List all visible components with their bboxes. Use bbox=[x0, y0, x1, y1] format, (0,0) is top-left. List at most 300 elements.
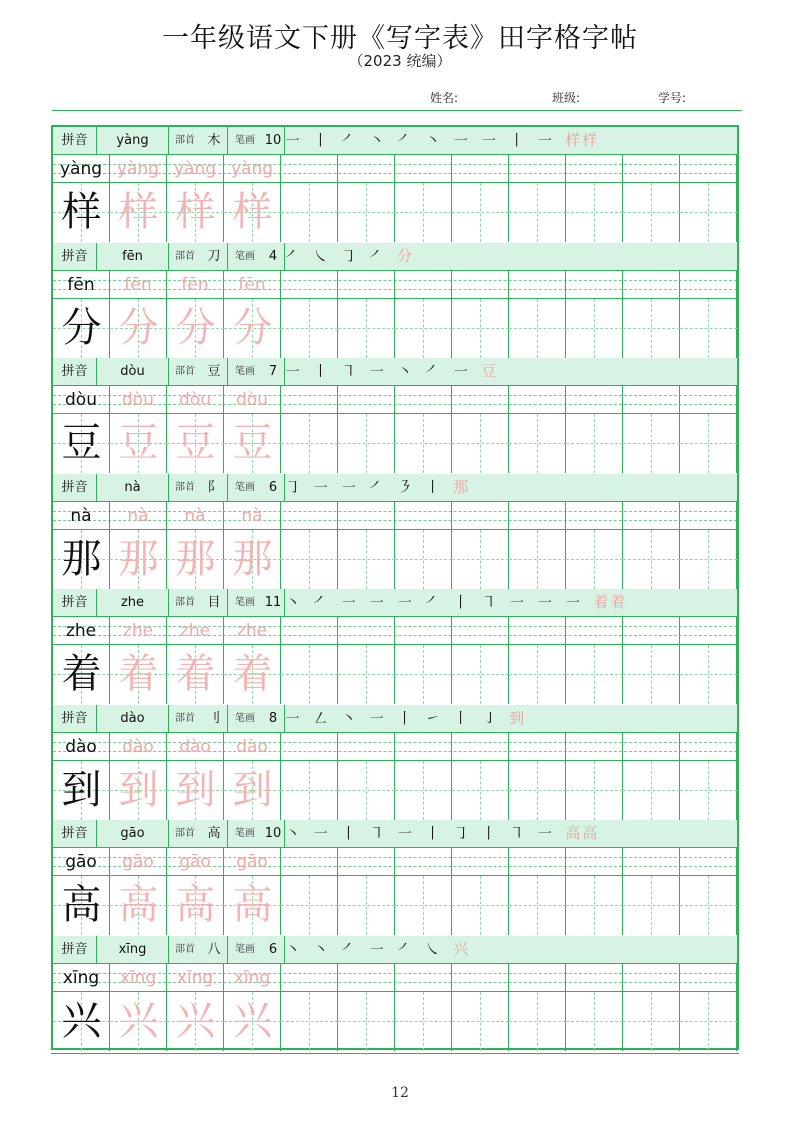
pinyin-practice-cell bbox=[395, 271, 452, 299]
pinyin-practice-cell: fēn bbox=[110, 271, 167, 299]
stroke-tail: 到 bbox=[509, 708, 527, 727]
pinyin-label: 拼音 bbox=[53, 936, 97, 963]
pinyin-practice-cell bbox=[680, 617, 737, 645]
radical-label: 部首 bbox=[175, 712, 195, 724]
model-character: 兴 bbox=[61, 997, 102, 1044]
pinyin-practice-cell bbox=[281, 964, 338, 992]
cell-horizontal-guide bbox=[395, 905, 452, 906]
stroke-count: 10 bbox=[262, 820, 285, 847]
cell-horizontal-guide bbox=[566, 1021, 623, 1022]
cell-horizontal-guide bbox=[566, 790, 623, 791]
trace-character: 兴 bbox=[175, 997, 216, 1044]
pinyin-practice-cell bbox=[509, 386, 566, 414]
pinyin-value: zhe bbox=[97, 589, 169, 616]
pinyin-cell: yàng bbox=[53, 155, 110, 183]
stroke-tail: 样样 bbox=[565, 131, 600, 149]
stroke-tail: 那 bbox=[453, 477, 471, 496]
cell-horizontal-guide bbox=[566, 212, 623, 213]
practice-cell bbox=[566, 645, 623, 704]
practice-cell bbox=[680, 992, 737, 1051]
practice-cell bbox=[395, 530, 452, 589]
cell-horizontal-guide bbox=[338, 443, 395, 444]
stroke-count: 8 bbox=[262, 705, 285, 732]
trace-character: 兴 bbox=[232, 997, 273, 1044]
pinyin-value: nà bbox=[97, 474, 169, 501]
practice-cell bbox=[281, 299, 338, 358]
pinyin-practice-cell bbox=[452, 502, 509, 530]
practice-cell bbox=[623, 414, 680, 473]
practice-cell bbox=[338, 414, 395, 473]
character-block bbox=[53, 705, 737, 821]
pinyin-practice-cell bbox=[566, 964, 623, 992]
stroke-sequence: ㇐ ㇜ ㇔ ㇐ 丨 ㇀ ㇑ ㇚ bbox=[285, 708, 499, 727]
practice-cell bbox=[224, 876, 281, 935]
trace-character: 分 bbox=[118, 304, 159, 351]
practice-cell bbox=[224, 530, 281, 589]
character-row bbox=[53, 992, 737, 1052]
strokes-label: 笔画 bbox=[235, 135, 255, 146]
model-character-cell bbox=[53, 876, 110, 935]
stroke-sequence: ㇔ ㇐ 丨 ㇕ ㇐ 丨 ㇆ 丨 ㇕ ㇐ bbox=[285, 824, 555, 842]
pinyin-cell: gāo bbox=[53, 848, 110, 876]
pinyin-practice-cell bbox=[680, 386, 737, 414]
practice-cell bbox=[167, 530, 224, 589]
stroke-sequence: ㇔ ㇔ ㇒ ㇐ ㇒ ㇏ bbox=[285, 939, 443, 958]
pinyin-practice-cell bbox=[680, 271, 737, 299]
stroke-order bbox=[285, 589, 627, 616]
strokes-label: 笔画 bbox=[235, 481, 255, 493]
pinyin-practice-cell bbox=[395, 155, 452, 183]
trace-character: 分 bbox=[232, 304, 273, 351]
pinyin-practice-cell bbox=[452, 271, 509, 299]
cell-horizontal-guide bbox=[338, 1021, 395, 1022]
character-block bbox=[53, 243, 737, 359]
cell-horizontal-guide bbox=[623, 328, 680, 329]
cell-horizontal-guide bbox=[680, 1021, 737, 1022]
pinyin-practice-cell: nà bbox=[224, 502, 281, 530]
page-number: 12 bbox=[391, 1085, 409, 1101]
pinyin-practice-cell bbox=[623, 386, 680, 414]
trace-character: 样 bbox=[175, 189, 216, 235]
pinyin-practice-cell: yàng bbox=[167, 155, 224, 183]
cell-horizontal-guide bbox=[281, 905, 338, 906]
model-character: 豆 bbox=[61, 420, 102, 466]
trace-character: 那 bbox=[118, 535, 159, 582]
cell-horizontal-guide bbox=[623, 443, 680, 444]
pinyin-practice-cell bbox=[452, 733, 509, 761]
pinyin-practice-cell bbox=[566, 733, 623, 761]
cell-horizontal-guide bbox=[395, 212, 452, 213]
practice-cell bbox=[680, 414, 737, 473]
cell-horizontal-guide bbox=[566, 674, 623, 675]
practice-cell bbox=[680, 299, 737, 358]
practice-cell bbox=[281, 876, 338, 935]
practice-cell bbox=[110, 761, 167, 820]
practice-cell bbox=[623, 183, 680, 242]
trace-character: 豆 bbox=[175, 420, 216, 466]
pinyin-label: 拼音 bbox=[53, 474, 97, 501]
pinyin-practice-cell: fēn bbox=[167, 271, 224, 299]
trace-character: 着 bbox=[118, 651, 159, 697]
character-header bbox=[53, 589, 737, 617]
pinyin-practice-cell: zhe bbox=[110, 617, 167, 645]
practice-cell bbox=[224, 645, 281, 704]
trace-character: 那 bbox=[175, 535, 216, 582]
pinyin-row bbox=[53, 848, 737, 876]
model-character: 样 bbox=[61, 189, 102, 235]
pinyin-practice-cell bbox=[281, 155, 338, 183]
stroke-sequence: ㇔ ㇒ ㇐ ㇐ ㇐ ㇒ 丨 ㇕ ㇐ ㇐ ㇐ bbox=[285, 593, 583, 611]
radical-value: 高 bbox=[201, 820, 228, 847]
practice-cell bbox=[566, 876, 623, 935]
pinyin-cell: dòu bbox=[53, 386, 110, 414]
pinyin-practice-cell: nà bbox=[110, 502, 167, 530]
pinyin-practice-cell bbox=[395, 617, 452, 645]
cell-horizontal-guide bbox=[338, 559, 395, 560]
pinyin-practice-cell bbox=[452, 964, 509, 992]
pinyin-practice-cell bbox=[281, 848, 338, 876]
cell-horizontal-guide bbox=[281, 674, 338, 675]
pinyin-practice-cell: zhe bbox=[224, 617, 281, 645]
strokes-label: 笔画 bbox=[235, 597, 255, 608]
pinyin-practice-cell bbox=[680, 502, 737, 530]
character-header bbox=[53, 936, 737, 964]
pinyin-practice-cell bbox=[281, 271, 338, 299]
practice-cell bbox=[110, 876, 167, 935]
pinyin-practice-cell bbox=[395, 733, 452, 761]
pinyin-practice-cell: fēn bbox=[224, 271, 281, 299]
practice-cell bbox=[623, 645, 680, 704]
pinyin-practice-cell: dòu bbox=[167, 386, 224, 414]
practice-cell bbox=[566, 992, 623, 1051]
cell-horizontal-guide bbox=[623, 212, 680, 213]
pinyin-practice-cell: dào bbox=[167, 733, 224, 761]
pinyin-cell: xīng bbox=[53, 964, 110, 992]
cell-horizontal-guide bbox=[509, 443, 566, 444]
pinyin-practice-cell bbox=[395, 502, 452, 530]
pinyin-practice-cell bbox=[623, 733, 680, 761]
practice-cell bbox=[509, 299, 566, 358]
practice-cell bbox=[623, 876, 680, 935]
practice-cell bbox=[566, 183, 623, 242]
stroke-order bbox=[285, 705, 526, 732]
practice-cell bbox=[680, 761, 737, 820]
practice-cell bbox=[167, 645, 224, 704]
strokes-label: 笔画 bbox=[235, 943, 255, 955]
radical-label: 部首 bbox=[175, 481, 195, 493]
model-character: 高 bbox=[61, 882, 102, 928]
class-label: 班级: bbox=[552, 91, 581, 105]
practice-cell bbox=[452, 414, 509, 473]
pinyin-value: yàng bbox=[97, 127, 169, 154]
practice-cell bbox=[566, 414, 623, 473]
practice-cell bbox=[338, 876, 395, 935]
radical-value: 豆 bbox=[201, 358, 228, 385]
practice-cell bbox=[509, 876, 566, 935]
cell-horizontal-guide bbox=[395, 674, 452, 675]
cell-horizontal-guide bbox=[509, 1021, 566, 1022]
model-character-cell bbox=[53, 183, 110, 242]
practice-cell bbox=[395, 414, 452, 473]
cell-horizontal-guide bbox=[623, 1021, 680, 1022]
pinyin-row bbox=[53, 502, 737, 530]
pinyin-practice-cell bbox=[281, 386, 338, 414]
pinyin-practice-cell: yàng bbox=[110, 155, 167, 183]
pinyin-practice-cell bbox=[338, 502, 395, 530]
character-block bbox=[53, 474, 737, 590]
cell-horizontal-guide bbox=[452, 328, 509, 329]
practice-cell bbox=[167, 761, 224, 820]
pinyin-practice-cell bbox=[680, 964, 737, 992]
practice-cell bbox=[509, 414, 566, 473]
pinyin-cell: zhe bbox=[53, 617, 110, 645]
radical-value: 木 bbox=[201, 127, 228, 154]
cell-horizontal-guide bbox=[509, 559, 566, 560]
stroke-tail: 兴 bbox=[453, 939, 471, 958]
model-character: 到 bbox=[61, 766, 102, 813]
cell-horizontal-guide bbox=[281, 443, 338, 444]
model-character-cell bbox=[53, 414, 110, 473]
radical-value: 刀 bbox=[201, 243, 228, 270]
practice-cell bbox=[281, 761, 338, 820]
pinyin-practice-cell bbox=[509, 848, 566, 876]
pinyin-label: 拼音 bbox=[53, 358, 97, 385]
stroke-order bbox=[285, 820, 599, 847]
practice-cell bbox=[395, 183, 452, 242]
radical-label: 部首 bbox=[175, 250, 195, 262]
practice-cell bbox=[167, 299, 224, 358]
radical-value: 目 bbox=[201, 589, 228, 616]
practice-cell bbox=[281, 530, 338, 589]
practice-cell bbox=[566, 530, 623, 589]
practice-cell bbox=[452, 761, 509, 820]
info-underline bbox=[52, 110, 742, 111]
character-block bbox=[53, 936, 737, 1052]
pinyin-row bbox=[53, 271, 737, 299]
practice-cell bbox=[224, 761, 281, 820]
practice-cell bbox=[338, 183, 395, 242]
pinyin-row bbox=[53, 155, 737, 183]
pinyin-practice-cell bbox=[623, 271, 680, 299]
practice-cell bbox=[110, 992, 167, 1051]
model-character-cell bbox=[53, 992, 110, 1051]
trace-character: 高 bbox=[118, 882, 159, 928]
character-header bbox=[53, 127, 737, 155]
character-header bbox=[53, 243, 737, 271]
cell-horizontal-guide bbox=[281, 212, 338, 213]
cell-horizontal-guide bbox=[566, 328, 623, 329]
cell-horizontal-guide bbox=[281, 328, 338, 329]
radical-label: 部首 bbox=[175, 135, 195, 146]
cell-horizontal-guide bbox=[338, 790, 395, 791]
cell-horizontal-guide bbox=[452, 674, 509, 675]
cell-horizontal-guide bbox=[395, 328, 452, 329]
practice-cell bbox=[110, 414, 167, 473]
radical-value: 刂 bbox=[201, 705, 228, 732]
practice-cell bbox=[281, 414, 338, 473]
pinyin-practice-cell bbox=[281, 502, 338, 530]
practice-cell bbox=[224, 414, 281, 473]
pinyin-practice-cell bbox=[566, 155, 623, 183]
pinyin-cell: nà bbox=[53, 502, 110, 530]
pinyin-practice-cell bbox=[623, 848, 680, 876]
character-block bbox=[53, 127, 737, 243]
cell-horizontal-guide bbox=[680, 905, 737, 906]
trace-character: 到 bbox=[232, 766, 273, 813]
cell-horizontal-guide bbox=[509, 790, 566, 791]
trace-character: 高 bbox=[232, 882, 273, 928]
stroke-order bbox=[285, 127, 599, 154]
pinyin-row bbox=[53, 964, 737, 992]
model-character: 着 bbox=[61, 651, 102, 697]
stroke-count: 11 bbox=[262, 589, 285, 616]
radical-value: 八 bbox=[201, 936, 228, 963]
practice-cell bbox=[281, 645, 338, 704]
trace-character: 着 bbox=[232, 651, 273, 697]
practice-cell bbox=[680, 876, 737, 935]
pinyin-practice-cell bbox=[452, 848, 509, 876]
practice-cell bbox=[281, 992, 338, 1051]
pinyin-practice-cell bbox=[509, 502, 566, 530]
pinyin-practice-cell bbox=[566, 848, 623, 876]
practice-cell bbox=[110, 299, 167, 358]
pinyin-practice-cell: dòu bbox=[224, 386, 281, 414]
practice-cell bbox=[452, 645, 509, 704]
stroke-order bbox=[285, 474, 470, 501]
radical-label: 部首 bbox=[175, 366, 195, 377]
character-row bbox=[53, 645, 737, 705]
pinyin-practice-cell: xīng bbox=[167, 964, 224, 992]
radical-value: 阝 bbox=[201, 474, 228, 501]
pinyin-cell: fēn bbox=[53, 271, 110, 299]
cell-horizontal-guide bbox=[452, 212, 509, 213]
pinyin-practice-cell bbox=[395, 848, 452, 876]
cell-horizontal-guide bbox=[338, 674, 395, 675]
cell-horizontal-guide bbox=[680, 674, 737, 675]
stroke-count: 7 bbox=[262, 358, 285, 385]
model-character: 分 bbox=[61, 304, 102, 351]
cell-horizontal-guide bbox=[395, 559, 452, 560]
stroke-sequence: ㇆ ㇐ ㇐ ㇒ ㇋ ㇑ bbox=[285, 477, 443, 496]
trace-character: 到 bbox=[118, 766, 159, 813]
character-row bbox=[53, 761, 737, 821]
cell-horizontal-guide bbox=[623, 674, 680, 675]
pinyin-value: dòu bbox=[97, 358, 169, 385]
trace-character: 分 bbox=[175, 304, 216, 351]
character-row bbox=[53, 876, 737, 936]
radical-label: 部首 bbox=[175, 597, 195, 608]
cell-horizontal-guide bbox=[623, 905, 680, 906]
practice-cell bbox=[623, 299, 680, 358]
pinyin-label: 拼音 bbox=[53, 127, 97, 154]
stroke-sequence: ㇐ 丨 ㇒ ㇔ ㇒ ㇔ ㇐ ㇐ 丨 ㇐ bbox=[285, 131, 555, 149]
practice-cell bbox=[338, 299, 395, 358]
pinyin-practice-cell: gāo bbox=[167, 848, 224, 876]
strokes-label: 笔画 bbox=[235, 828, 255, 839]
practice-cell bbox=[623, 761, 680, 820]
pinyin-practice-cell bbox=[623, 964, 680, 992]
pinyin-practice-cell bbox=[623, 502, 680, 530]
practice-cell bbox=[110, 530, 167, 589]
trace-character: 那 bbox=[232, 535, 273, 582]
stroke-count: 4 bbox=[262, 243, 285, 270]
stroke-tail: 高高 bbox=[565, 824, 600, 842]
character-header bbox=[53, 474, 737, 502]
stroke-count: 6 bbox=[262, 936, 285, 963]
pinyin-practice-cell bbox=[338, 271, 395, 299]
pinyin-practice-cell: dòu bbox=[110, 386, 167, 414]
strokes-label: 笔画 bbox=[235, 712, 255, 724]
pinyin-practice-cell bbox=[680, 848, 737, 876]
practice-cell bbox=[509, 183, 566, 242]
cell-horizontal-guide bbox=[680, 328, 737, 329]
pinyin-practice-cell bbox=[338, 617, 395, 645]
stroke-tail: 着着 bbox=[593, 593, 628, 611]
character-header bbox=[53, 705, 737, 733]
cell-horizontal-guide bbox=[281, 1021, 338, 1022]
practice-cell bbox=[680, 530, 737, 589]
practice-cell bbox=[110, 645, 167, 704]
cell-horizontal-guide bbox=[452, 443, 509, 444]
practice-cell bbox=[338, 645, 395, 704]
cell-horizontal-guide bbox=[509, 905, 566, 906]
practice-cell bbox=[395, 992, 452, 1051]
cell-horizontal-guide bbox=[452, 790, 509, 791]
practice-cell bbox=[509, 530, 566, 589]
stroke-count: 6 bbox=[262, 474, 285, 501]
trace-character: 着 bbox=[175, 651, 216, 697]
practice-cell bbox=[167, 992, 224, 1051]
cell-horizontal-guide bbox=[395, 790, 452, 791]
practice-cell bbox=[167, 876, 224, 935]
practice-cell bbox=[566, 761, 623, 820]
practice-cell bbox=[167, 183, 224, 242]
pinyin-row bbox=[53, 617, 737, 645]
pinyin-practice-cell bbox=[338, 848, 395, 876]
stroke-sequence: ㇐ ㇑ ㇕ ㇐ ㇔ ㇒ ㇐ bbox=[285, 362, 471, 380]
stroke-order bbox=[285, 243, 414, 270]
pinyin-practice-cell bbox=[452, 155, 509, 183]
pinyin-value: gāo bbox=[97, 820, 169, 847]
pinyin-practice-cell bbox=[623, 155, 680, 183]
cell-horizontal-guide bbox=[281, 790, 338, 791]
practice-cell bbox=[509, 992, 566, 1051]
practice-cell bbox=[338, 530, 395, 589]
practice-cell bbox=[224, 992, 281, 1051]
model-character-cell bbox=[53, 645, 110, 704]
pinyin-practice-cell bbox=[338, 155, 395, 183]
strokes-label: 笔画 bbox=[235, 250, 255, 262]
practice-cell bbox=[566, 299, 623, 358]
cell-horizontal-guide bbox=[623, 559, 680, 560]
trace-character: 兴 bbox=[118, 997, 159, 1044]
pinyin-cell: dào bbox=[53, 733, 110, 761]
pinyin-practice-cell: xīng bbox=[110, 964, 167, 992]
cell-horizontal-guide bbox=[452, 559, 509, 560]
character-block bbox=[53, 589, 737, 705]
character-row bbox=[53, 414, 737, 474]
practice-grid bbox=[51, 125, 739, 1050]
practice-cell bbox=[623, 992, 680, 1051]
cell-horizontal-guide bbox=[395, 443, 452, 444]
cell-horizontal-guide bbox=[566, 559, 623, 560]
model-character-cell bbox=[53, 530, 110, 589]
pinyin-practice-cell bbox=[680, 733, 737, 761]
trace-character: 样 bbox=[118, 189, 159, 235]
pinyin-practice-cell bbox=[509, 155, 566, 183]
cell-horizontal-guide bbox=[452, 1021, 509, 1022]
cell-horizontal-guide bbox=[566, 443, 623, 444]
